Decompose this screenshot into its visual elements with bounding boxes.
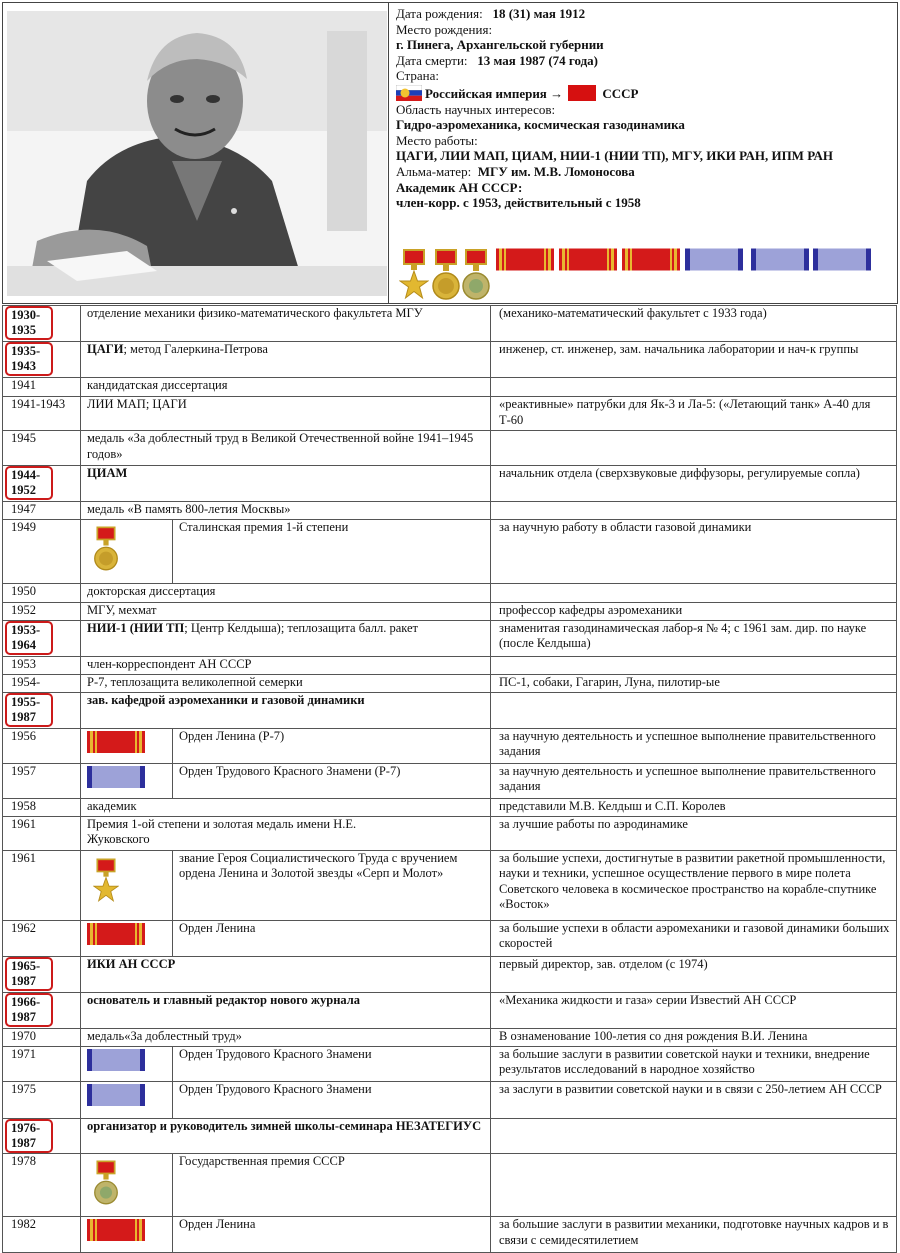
table-row [3, 342, 897, 378]
event-cell: Государственная премия СССР [173, 1153, 491, 1217]
year-cell: 1975 [3, 1081, 81, 1118]
note-cell: за большие заслуги в развитии советской науки и техники, внедрение результатов исследований в народное хозяйство [491, 1046, 897, 1081]
academic-value: член-корр. с 1953, действительный с 1958 [396, 195, 641, 211]
work-value: ЦАГИ, ЛИИ МАП, ЦИАМ, НИИ-1 (НИИ ТП), МГУ, ИКИ РАН, ИПМ РАН [396, 148, 833, 164]
table-row [3, 1153, 897, 1217]
lenin-order-ribbon-icon [559, 248, 617, 271]
event-cell: Орден Ленина (Р-7) [173, 728, 491, 763]
death-date-value: 13 мая 1987 (74 года) [477, 52, 599, 68]
country-row [396, 85, 896, 102]
event-cell [81, 342, 491, 378]
note-cell: знаменитая газодинамическая лабор-я № 4; с 1961 зам. дир. по науке (после Келдыша) [491, 620, 897, 656]
state-prize-medal-icon [461, 248, 491, 302]
stalin-prize-medal-icon [431, 248, 461, 302]
event-cell: ИКИ АН СССР [81, 956, 491, 992]
award-image-cell [81, 850, 173, 920]
table-row [3, 378, 897, 397]
event-cell: медаль «В память 800-летия Москвы» [81, 502, 491, 520]
state-prize-medal-icon [93, 1156, 119, 1210]
header-divider [388, 3, 389, 303]
hero-star-medal-icon [93, 853, 119, 909]
table-row [3, 1028, 897, 1046]
russian-empire-flag-icon [396, 85, 422, 101]
event-cell: член-корреспондент АН СССР [81, 656, 491, 674]
note-cell: начальник отдела (сверхзвуковые диффузоры, регулируемые сопла) [491, 466, 897, 502]
year-cell: 1947 [3, 502, 81, 520]
header-panel [2, 2, 898, 304]
hero-star-medal-icon [399, 248, 429, 302]
field-value: Гидро-аэромеханика, космическая газодинамика [396, 117, 685, 133]
year-cell: 1941 [3, 378, 81, 397]
note-cell [491, 583, 897, 602]
note-cell: за заслуги в развитии советской науки и в связи с 250-летием АН СССР [491, 1081, 897, 1118]
country-from: Российская империя [425, 85, 547, 101]
year-cell: 1958 [3, 798, 81, 816]
award-image-cell [81, 1153, 173, 1217]
table-row [3, 850, 897, 920]
note-cell: профессор кафедры аэромеханики [491, 602, 897, 620]
year-cell: 1954- [3, 674, 81, 692]
year-cell: 1953 [3, 656, 81, 674]
lenin-order-ribbon-icon [622, 248, 680, 271]
event-cell: Орден Трудового Красного Знамени (Р-7) [173, 763, 491, 798]
alma-label: Альма-матер: [396, 163, 472, 179]
death-date-row [396, 53, 896, 69]
table-row [3, 1118, 897, 1153]
year-highlight: 1944-1952 [5, 466, 53, 500]
academic-title: Академик АН СССР: [396, 179, 523, 195]
note-cell: за научную деятельность и успешное выполнение правительственного задания [491, 763, 897, 798]
table-row [3, 602, 897, 620]
note-cell [491, 378, 897, 397]
event-text: ; метод Галеркина-Петрова [123, 342, 268, 356]
year-cell: 1978 [3, 1153, 81, 1217]
portrait-photo [7, 11, 387, 296]
note-cell: за большие успехи, достигнутые в развитии ракетной промышленности, науки и техники, успешное осуществление первого в мире полета Советского человека в космическое пространство на корабле-спутнике «Восток» [491, 850, 897, 920]
year-cell: 1952 [3, 602, 81, 620]
event-cell: основатель и главный редактор нового журнала [81, 992, 491, 1028]
year-cell: 1941-1943 [3, 397, 81, 431]
table-row [3, 798, 897, 816]
country-to: СССР [602, 85, 639, 101]
award-image-cell [81, 920, 173, 956]
table-row [3, 674, 897, 692]
lenin-order-ribbon-icon [87, 1219, 145, 1241]
note-cell [491, 502, 897, 520]
table-row [3, 920, 897, 956]
alma-value: МГУ им. М.В. Ломоносова [477, 163, 635, 179]
labor-banner-ribbon-icon [751, 248, 809, 271]
event-cell: ЛИИ МАП; ЦАГИ [81, 397, 491, 431]
event-cell: медаль «За доблестный труд в Великой Отечественной войне 1941–1945 годов» [81, 431, 491, 466]
event-cell: ЦИАМ [81, 466, 491, 502]
award-image-cell [81, 520, 173, 584]
lenin-order-ribbon-icon [496, 248, 554, 271]
event-cell: докторская диссертация [81, 583, 491, 602]
table-row [3, 656, 897, 674]
table-row [3, 728, 897, 763]
labor-banner-ribbon-icon [87, 1084, 145, 1106]
table-row [3, 692, 897, 728]
year-cell: 1949 [3, 520, 81, 584]
event-cell: академик [81, 798, 491, 816]
note-cell [491, 1153, 897, 1217]
year-highlight: 1965-1987 [5, 957, 53, 991]
lenin-order-ribbon-icon [87, 731, 145, 753]
year-cell: 1945 [3, 431, 81, 466]
award-image-cell [81, 728, 173, 763]
year-highlight: 1966-1987 [5, 993, 53, 1027]
work-label: Место работы: [396, 132, 478, 148]
table-row [3, 520, 897, 584]
event-cell: Орден Ленина [173, 920, 491, 956]
note-cell: первый директор, зав. отделом (с 1974) [491, 956, 897, 992]
stalin-prize-medal-icon [93, 522, 119, 576]
arrow-icon: → [550, 85, 564, 101]
event-text: ; Центр Келдыша); теплозащита балл. ракет [184, 620, 419, 635]
lenin-order-ribbon-icon [87, 923, 145, 945]
ussr-flag-icon [568, 85, 596, 101]
labor-banner-ribbon-icon [87, 1049, 145, 1071]
death-date-label: Дата смерти: [396, 52, 468, 68]
year-cell: 1957 [3, 763, 81, 798]
table-row [3, 992, 897, 1028]
event-cell: Орден Трудового Красного Знамени [173, 1046, 491, 1081]
note-cell: за большие успехи в области аэромеханики и газовой динамики больших скоростей [491, 920, 897, 956]
note-cell: за лучшие работы по аэродинамике [491, 816, 897, 850]
event-cell: медаль«За доблестный труд» [81, 1028, 491, 1046]
field-label: Область научных интересов: [396, 101, 556, 117]
table-row [3, 583, 897, 602]
event-cell: звание Героя Социалистического Труда с вручением ордена Ленина и Золотой звезды «Серп и Молот» [173, 850, 491, 920]
note-cell: В ознаменование 100-летия со дня рождения В.И. Ленина [491, 1028, 897, 1046]
event-bold: НИИ-1 (НИИ ТП [87, 620, 185, 635]
note-cell: «Механика жидкости и газа» серии Известий АН СССР [491, 992, 897, 1028]
alma-row [396, 164, 896, 180]
event-cell: отделение механики физико-математического факультета МГУ [81, 306, 491, 342]
table-row [3, 763, 897, 798]
year-highlight: 1930-1935 [5, 306, 53, 340]
award-image-cell [81, 1081, 173, 1118]
table-row [3, 466, 897, 502]
award-image-cell [81, 1046, 173, 1081]
table-row [3, 1081, 897, 1118]
birth-place-label: Место рождения: [396, 21, 493, 37]
note-cell [491, 692, 897, 728]
timeline-table [2, 305, 897, 1253]
note-cell: ПС-1, собаки, Гагарин, Луна, пилотир-ые [491, 674, 897, 692]
birth-place-value: г. Пинега, Архангельской губернии [396, 37, 604, 53]
note-cell [491, 431, 897, 466]
note-cell: за большие заслуги в развитии механики, подготовке научных кадров и в связи с семидесятилетием [491, 1217, 897, 1253]
year-cell: 1961 [3, 850, 81, 920]
event-cell: организатор и руководитель зимней школы-семинара НЕЗАТЕГИУС [81, 1118, 491, 1153]
note-cell [491, 656, 897, 674]
note-cell: за научную деятельность и успешное выполнение правительственного задания [491, 728, 897, 763]
year-cell: 1950 [3, 583, 81, 602]
event-bold: ЦАГИ [87, 342, 124, 356]
table-row [3, 1046, 897, 1081]
event-cell: Орден Ленина [173, 1217, 491, 1253]
event-cell: Премия 1-ой степени и золотая медаль имени Н.Е. Жуковского [81, 816, 491, 850]
award-image-cell [81, 763, 173, 798]
table-row [3, 502, 897, 520]
birth-date-label: Дата рождения: [396, 6, 483, 21]
event-cell: МГУ, мехмат [81, 602, 491, 620]
year-cell: 1961 [3, 816, 81, 850]
note-cell: «реактивные» патрубки для Як-3 и Ла-5: («Летающий танк» А-40 для Т-60 [491, 397, 897, 431]
table-row [3, 956, 897, 992]
country-label: Страна: [396, 68, 439, 84]
event-cell: зав. кафедрой аэромеханики и газовой динамики [81, 692, 491, 728]
labor-banner-ribbon-icon [813, 248, 871, 271]
event-cell: кандидатская диссертация [81, 378, 491, 397]
birth-date-value: 18 (31) мая 1912 [492, 6, 586, 21]
event-cell [81, 620, 491, 656]
table-row [3, 397, 897, 431]
year-cell: 1962 [3, 920, 81, 956]
table-row [3, 1217, 897, 1253]
labor-banner-ribbon-icon [685, 248, 743, 271]
event-cell: Р-7, теплозащита великолепной семерки [81, 674, 491, 692]
info-block [396, 6, 896, 211]
year-cell: 1956 [3, 728, 81, 763]
table-row [3, 816, 897, 850]
note-cell: представили М.В. Келдыш и С.П. Королев [491, 798, 897, 816]
note-cell: за научную работу в области газовой динамики [491, 520, 897, 584]
note-cell: (механико-математический факультет с 1933 года) [491, 306, 897, 342]
year-highlight: 1976-1987 [5, 1119, 53, 1153]
year-cell: 1970 [3, 1028, 81, 1046]
year-highlight: 1955-1987 [5, 693, 53, 727]
note-cell [491, 1118, 897, 1153]
event-cell: Сталинская премия 1-й степени [173, 520, 491, 584]
birth-date-row [396, 6, 896, 22]
table-row [3, 431, 897, 466]
awards-strip [399, 248, 879, 304]
labor-banner-ribbon-icon [87, 766, 145, 788]
table-row [3, 306, 897, 342]
year-cell: 1982 [3, 1217, 81, 1253]
table-row [3, 620, 897, 656]
year-cell: 1971 [3, 1046, 81, 1081]
year-highlight: 1935-1943 [5, 342, 53, 376]
note-cell: инженер, ст. инженер, зам. начальника лаборатории и нач-к группы [491, 342, 897, 378]
year-highlight: 1953-1964 [5, 621, 53, 655]
award-image-cell [81, 1217, 173, 1253]
event-cell: Орден Трудового Красного Знамени [173, 1081, 491, 1118]
